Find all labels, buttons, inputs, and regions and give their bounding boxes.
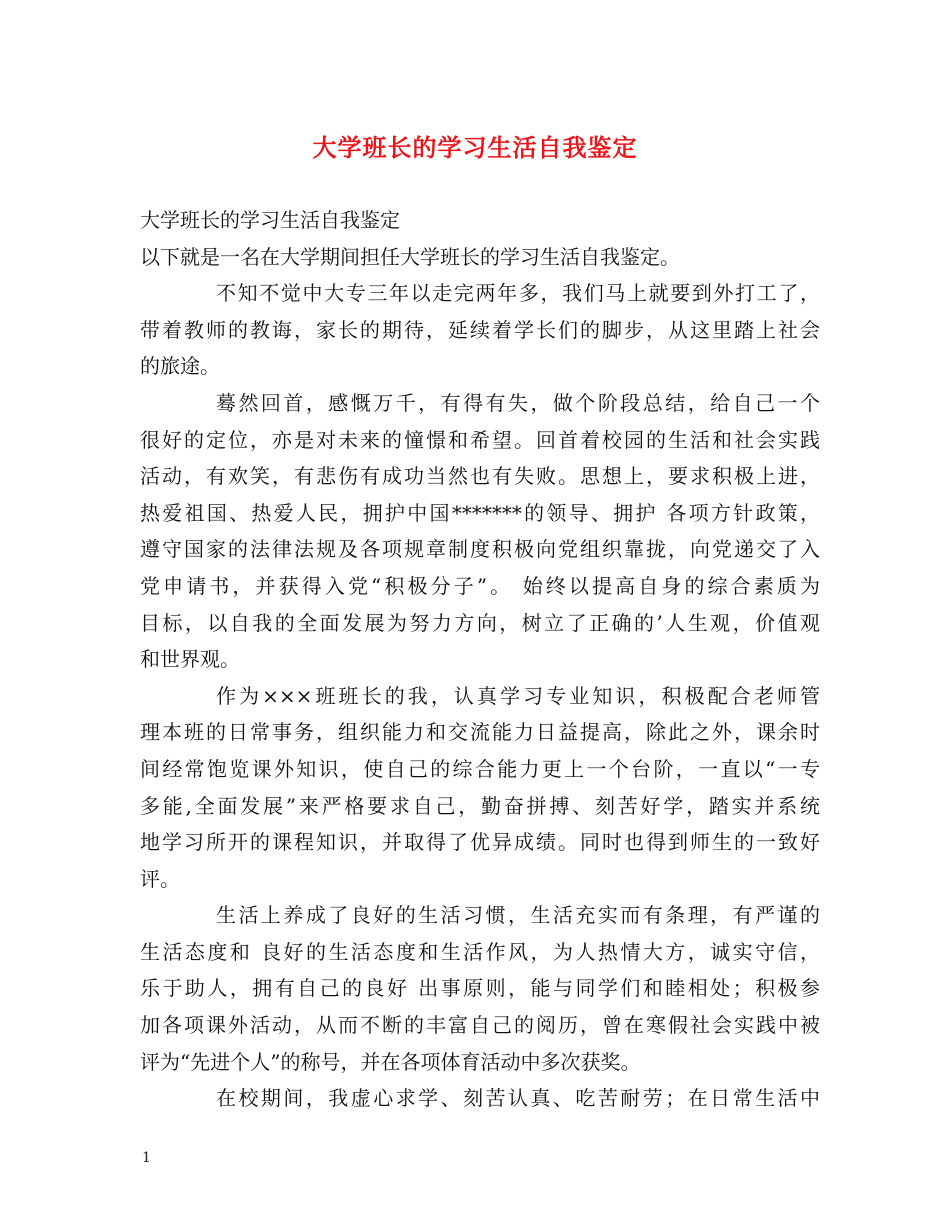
text-line: 遵守国家的法律法规及各项规章制度积极向党组织靠拢，向党递交了入 [140, 537, 820, 562]
text-line: 评。 [140, 866, 180, 891]
text-line: 活动，有欢笑，有悲伤有成功当然也有失败。思想上，要求积极上进， [140, 464, 820, 489]
text-line: 地学习所开的课程知识，并取得了优异成绩。同时也得到师生的一致好 [140, 830, 820, 855]
text-line: 评为“先进个人”的称号，并在各项体育活动中多次获奖。 [140, 1049, 641, 1074]
text-line: 蓦然回首，感慨万千，有得有失，做个阶段总结，给自己一个 [216, 390, 820, 415]
text-line: 在校期间，我虚心求学、刻苦认真、吃苦耐劳；在日常生活中 [216, 1086, 820, 1111]
text-line: 加各项课外活动，从而不断的丰富自己的阅历，曾在寒假社会实践中被 [140, 1013, 820, 1038]
text-line: 很好的定位，亦是对未来的憧憬和希望。回首着校园的生活和社会实践 [140, 427, 820, 452]
text-line: 热爱祖国、热爱人民，拥护中国*******的领导、拥护 各项方针政策， [140, 500, 820, 525]
text-line: 的旅途。 [140, 354, 220, 379]
text-line: 生活态度和 良好的生活态度和生活作风，为人热情大方，诚实守信， [140, 939, 820, 964]
document-body [140, 202, 820, 1117]
page-number: 1 [142, 1150, 151, 1166]
document-title: 大学班长的学习生活自我鉴定 [312, 133, 638, 162]
text-line: 目标，以自我的全面发展为努力方向，树立了正确的’人生观，价值观 [140, 610, 820, 635]
text-line: 生活上养成了良好的生活习惯，生活充实而有条理，有严谨的 [216, 903, 820, 928]
text-line: 和世界观。 [140, 647, 240, 672]
text-line: 大学班长的学习生活自我鉴定 [140, 208, 400, 232]
text-line: 作为×××班班长的我，认真学习专业知识，积极配合老师管 [216, 683, 820, 708]
text-line: 理本班的日常事务，组织能力和交流能力日益提高，除此之外，课余时 [140, 720, 820, 745]
text-line: 乐于助人，拥有自己的良好 出事原则，能与同学们和睦相处；积极参 [140, 976, 820, 1001]
text-line: 多能,全面发展”来严格要求自己，勤奋拼搏、刻苦好学，踏实并系统 [140, 793, 820, 818]
text-line: 间经常饱览课外知识，使自己的综合能力更上一个台阶，一直以“一专 [140, 756, 820, 781]
text-line: 带着教师的教诲，家长的期待，延续着学长们的脚步，从这里踏上社会 [140, 317, 820, 342]
text-line: 不知不觉中大专三年以走完两年多，我们马上就要到外打工了， [216, 281, 820, 306]
text-line: 以下就是一名在大学期间担任大学班长的学习生活自我鉴定。 [140, 244, 680, 269]
text-line: 党申请书，并获得入党“积极分子”。 始终以提高自身的综合素质为 [140, 573, 820, 598]
